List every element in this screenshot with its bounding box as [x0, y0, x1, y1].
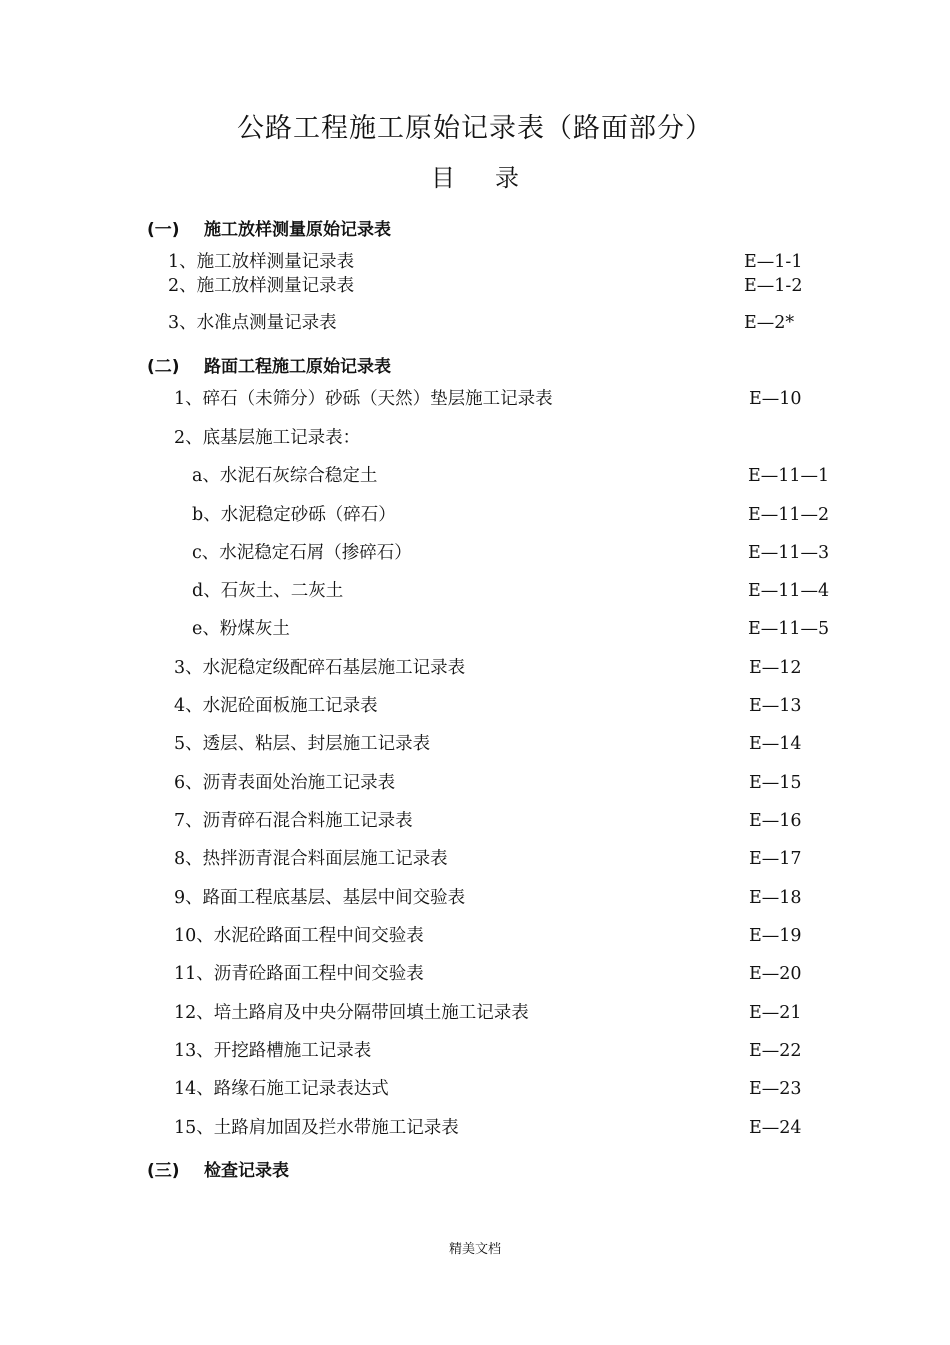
toc-entry-code: E—22	[749, 1041, 802, 1061]
toc-entry-label: 2、底基层施工记录表：	[174, 428, 361, 448]
toc-entry-code: E—21	[749, 1003, 802, 1023]
toc-entry-code: E—24	[749, 1118, 802, 1138]
toc-entry-label: 5、透层、粘层、封层施工记录表	[174, 734, 431, 754]
toc-subentry-label: e、粉煤灰土	[192, 619, 290, 639]
toc-entry-code: E—10	[749, 389, 802, 409]
toc-entry-code: E—13	[749, 696, 802, 716]
toc-entry-label: 4、水泥砼面板施工记录表	[174, 696, 378, 716]
toc-entry-label: 1、施工放样测量记录表	[168, 252, 355, 272]
toc-entry-code: E—19	[749, 926, 802, 946]
section-heading-1	[147, 215, 391, 240]
toc-heading: 目录	[431, 164, 559, 192]
toc-entry-label: 2、施工放样测量记录表	[168, 276, 355, 296]
toc-entry-code: E—1-2	[744, 276, 803, 296]
toc-entry-label: 7、沥青碎石混合料施工记录表	[174, 811, 413, 831]
toc-entry-code: E—1-1	[744, 252, 803, 272]
toc-entry-code: E—11—4	[748, 581, 830, 601]
toc-entry-label: 13、开挖路槽施工记录表	[174, 1041, 372, 1061]
toc-entry-label: 11、沥青砼路面工程中间交验表	[174, 964, 424, 984]
section-title: 检查记录表	[204, 1161, 289, 1181]
toc-entry-label: 12、培土路肩及中央分隔带回填土施工记录表	[174, 1003, 529, 1023]
toc-entry-code: E—11—2	[748, 505, 830, 525]
toc-entry-label: 6、沥青表面处治施工记录表	[174, 773, 396, 793]
toc-entry-code: E—2*	[744, 313, 795, 333]
section-number: (三)	[147, 1161, 180, 1181]
toc-entry-code: E—14	[749, 734, 802, 754]
toc-entry-code: E—12	[749, 658, 802, 678]
section-number: (一)	[147, 220, 180, 240]
toc-entry-label: 3、水准点测量记录表	[168, 313, 337, 333]
toc-subentry-label: d、石灰土、二灰土	[192, 581, 344, 601]
toc-entry-code: E—17	[749, 849, 802, 869]
toc-entry-label: 8、热拌沥青混合料面层施工记录表	[174, 849, 448, 869]
toc-entry-code: E—18	[749, 888, 802, 908]
toc-entry-code: E—23	[749, 1079, 802, 1099]
toc-subentry-label: c、水泥稳定石屑（掺碎石）	[192, 543, 412, 563]
section-title: 施工放样测量原始记录表	[204, 220, 391, 240]
toc-entry-code: E—11—3	[748, 543, 830, 563]
toc-entry-code: E—11—5	[748, 619, 830, 639]
toc-entry-code: E—20	[749, 964, 802, 984]
page-footer: 精美文档	[448, 1242, 501, 1257]
toc-entry-code: E—15	[749, 773, 802, 793]
toc-entry-label: 10、水泥砼路面工程中间交验表	[174, 926, 424, 946]
section-heading-3	[147, 1156, 289, 1181]
toc-entry-code: E—11—1	[748, 466, 830, 486]
toc-entry-code: E—16	[749, 811, 802, 831]
section-title: 路面工程施工原始记录表	[204, 357, 391, 377]
toc-entry-label: 3、水泥稳定级配碎石基层施工记录表	[174, 658, 466, 678]
toc-entry-label: 15、土路肩加固及拦水带施工记录表	[174, 1118, 459, 1138]
toc-subentry-label: b、水泥稳定砂砾（碎石）	[192, 505, 396, 525]
toc-entry-label: 1、碎石（未筛分）砂砾（天然）垫层施工记录表	[174, 389, 553, 409]
toc-entry-label: 9、路面工程底基层、基层中间交验表	[174, 888, 466, 908]
page-title: 公路工程施工原始记录表（路面部分）	[237, 113, 713, 144]
section-heading-2	[147, 352, 391, 377]
toc-entry-label: 14、路缘石施工记录表达式	[174, 1079, 389, 1099]
toc-subentry-label: a、水泥石灰综合稳定土	[192, 466, 378, 486]
section-number: (二)	[147, 357, 180, 377]
